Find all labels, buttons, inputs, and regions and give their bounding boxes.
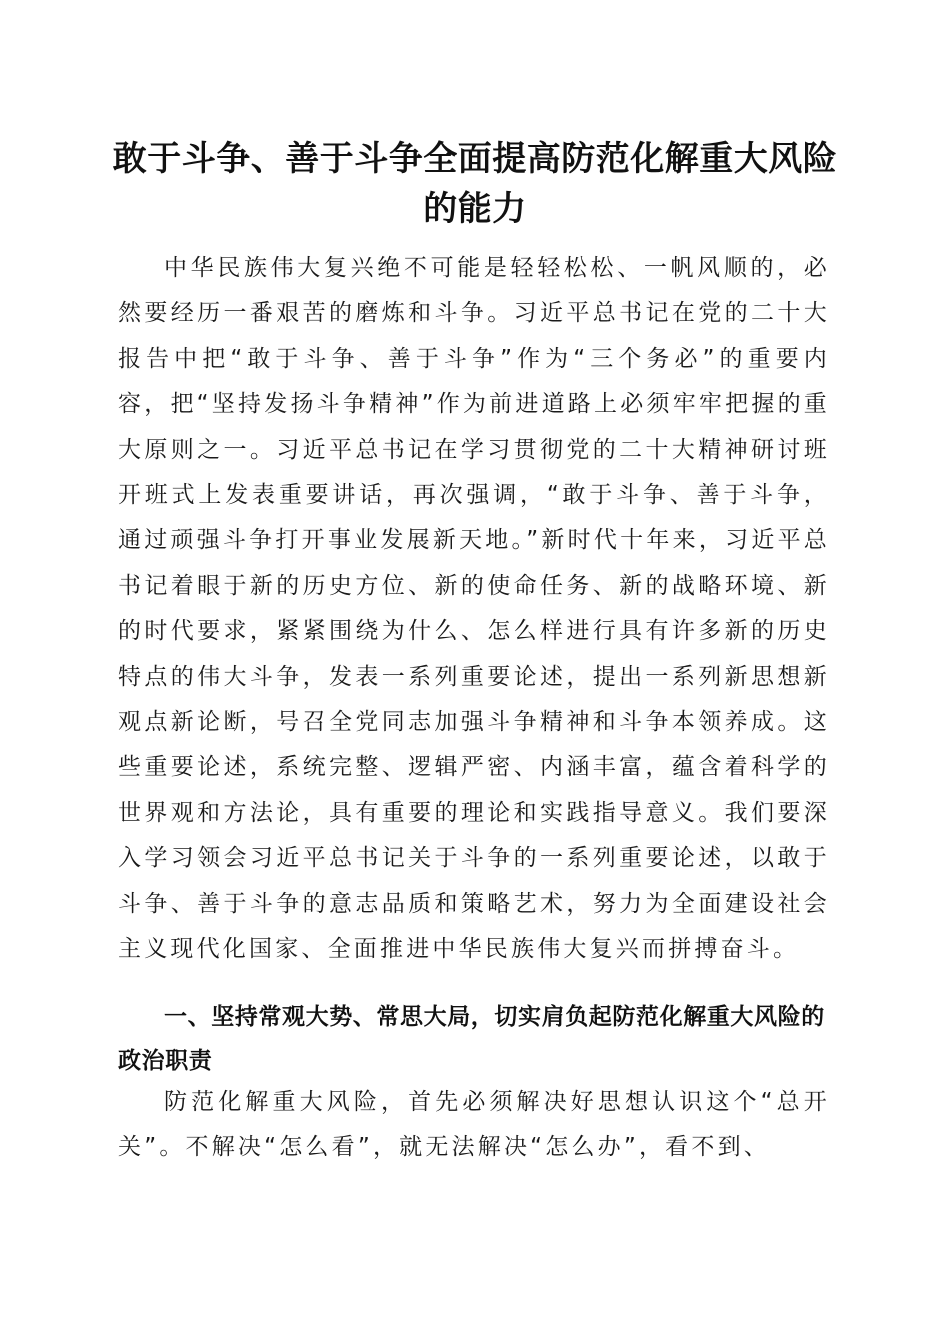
document-title: 敢于斗争、善于斗争全面提高防范化解重大风险的能力 <box>112 139 838 229</box>
intro-paragraph: 中华民族伟大复兴绝不可能是轻轻松松、一帆风顺的，必然要经历一番艰苦的磨炼和斗争。习近平总书记在党的二十大报告中把“敢于斗争、善于斗争”作为“三个务必”的重要内容，把“坚持发扬斗争精神”作为前进道路上必须牢牢把握的重大原则之一。习近平总书记在学习贯彻党的二十大精神研讨班开班式上发表重要讲话，再次强调，“敢于斗争、善于斗争，通过顽强斗争打开事业发展新天地。”新时代十年来，习近平总书记着眼于新的历史方位、新的使命任务、新的战略环境、新的时代要求，紧紧围绕为什么、怎么样进行具有许多新的历史特点的伟大斗争，发表一系列重要论述，提出一系列新思想新观点新论断，号召全党同志加强斗争精神和斗争本领养成。这些重要论述，系统完整、逻辑严密、内涵丰富，蕴含着科学的世界观和方法论，具有重要的理论和实践指导意义。我们要深入学习领会习近平总书记关于斗争的一系列重要论述，以敢于斗争、善于斗争的意志品质和策略艺术，努力为全面建设社会主义现代化国家、全面推进中华民族伟大复兴而拼搏奋斗。 <box>118 255 830 963</box>
section-1-paragraph: 防范化解重大风险，首先必须解决好思想认识这个“总开关”。不解决“怎么看”，就无法解决“怎么办”，看不到、 <box>118 1089 830 1161</box>
section-heading-1: 一、坚持常观大势、常思大局，切实肩负起防范化解重大风险的政治职责 <box>118 1004 825 1074</box>
